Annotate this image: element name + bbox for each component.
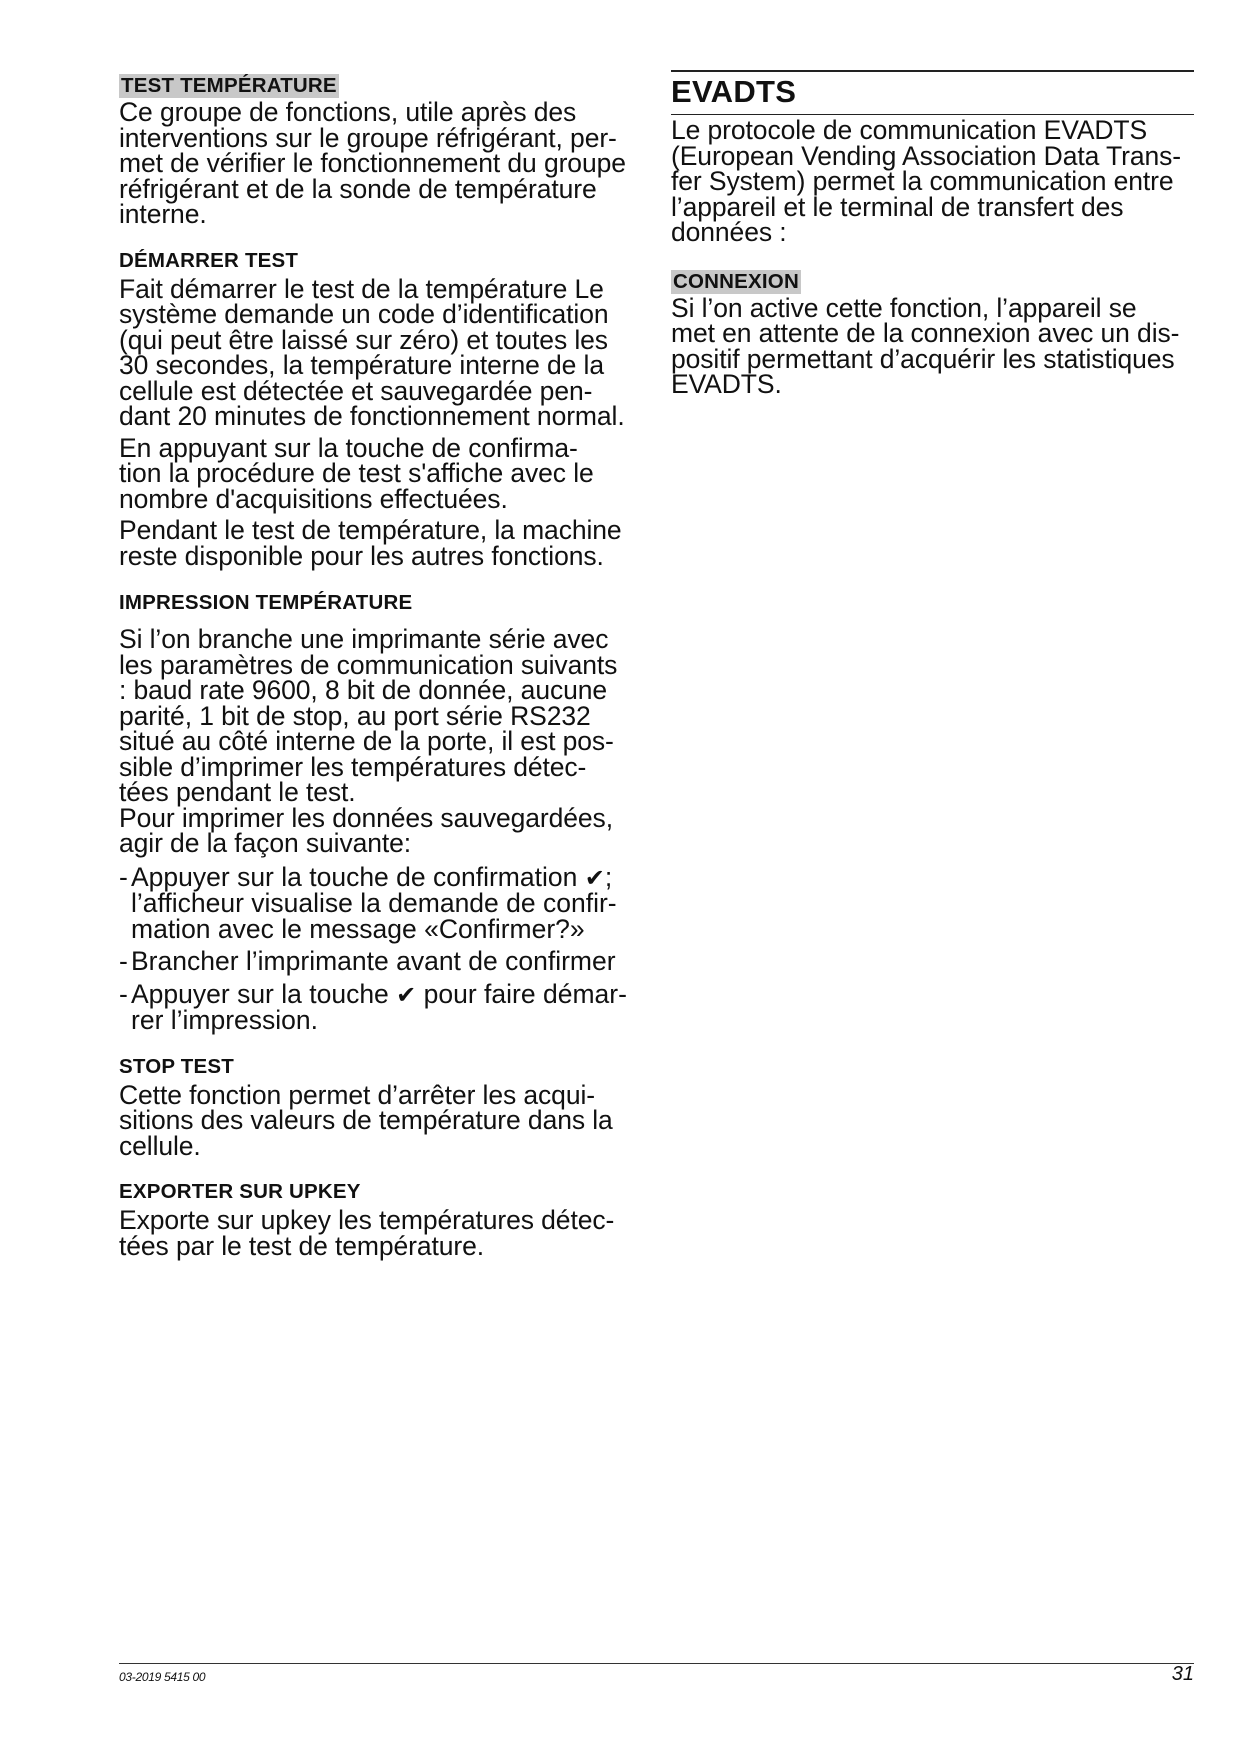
checkmark-icon: ✔ <box>396 980 417 1009</box>
section-demarrer-test <box>119 249 644 570</box>
section-heading-impression-temperature: IMPRESSION TEMPÉRATURE <box>119 591 413 614</box>
paragraph: Pour imprimer les données sauvegardées, agir de la façon suivante: <box>119 802 613 858</box>
section-heading-test-temperature: TEST TEMPÉRATURE <box>121 74 337 97</box>
paragraph: Ce groupe de fonctions, utile après des interventions sur le groupe réfrigérant, per- met de vérifier le fonctionnement du groupe réfrigérant et de la sonde de température interne. <box>119 97 626 229</box>
right-column <box>671 115 1194 399</box>
section-stop-test <box>119 1055 644 1160</box>
section-test-temperature <box>119 74 644 228</box>
section-connexion <box>671 270 1194 398</box>
list-item: - Appuyer sur la touche de confirmation ✔; l’afficheur visualise la demande de confir- mation avec le message «Confirmer?» <box>119 861 617 944</box>
document-reference: 03-2019 5415 00 <box>119 1670 206 1684</box>
paragraph: Le protocole de communication EVADTS (European Vending Association Data Trans- fer System) permet la communication entre l’appareil et le terminal de transfert des données : <box>671 115 1182 247</box>
paragraph: Fait démarrer le test de la température Le système demande un code d’identification (qui peut être laissé sur zéro) et toutes les 30 secondes, la température interne de la cellule est détectée et sauvegardée pen- dant 20 minutes de fonctionnement normal. <box>119 273 625 431</box>
paragraph: Exporte sur upkey les températures détec- tées par le test de température. <box>119 1205 615 1261</box>
section-exporter-upkey <box>119 1180 644 1259</box>
left-column <box>119 70 644 1259</box>
section-heading-connexion: CONNEXION <box>673 269 799 293</box>
footer-rule <box>119 1663 1194 1664</box>
section-heading-demarrer-test: DÉMARRER TEST <box>119 248 299 272</box>
checkmark-icon: ✔ <box>584 863 605 892</box>
paragraph: Pendant le test de température, la machine reste disponible pour les autres fonctions. <box>119 515 622 571</box>
page-number: 31 <box>1171 1663 1194 1685</box>
section-impression-temperature <box>119 591 644 1034</box>
bullet-dash: - <box>119 946 128 976</box>
title-top-rule <box>671 70 1194 72</box>
list-item: - Brancher l’imprimante avant de confirmer <box>119 946 616 976</box>
bullet-dash: - <box>119 861 128 892</box>
list-item: - Appuyer sur la touche ✔ pour faire démar- rer l’impression. <box>119 978 627 1035</box>
bullet-dash: - <box>119 978 128 1009</box>
section-heading-stop-test: STOP TEST <box>119 1054 234 1078</box>
paragraph: En appuyant sur la touche de confirma- tion la procédure de test s'affiche avec le nombre d'acquisitions effectuées. <box>119 432 594 514</box>
section-heading-exporter-upkey: EXPORTER SUR UPKEY <box>119 1180 361 1203</box>
paragraph: Si l’on active cette fonction, l’appareil se met en attente de la connexion avec un dis- positif permettant d’acquérir les statistiques EVADTS. <box>671 292 1180 399</box>
page-title: EVADTS <box>671 74 797 109</box>
paragraph: Cette fonction permet d’arrêter les acqui- sitions des valeurs de température dans la cellule. <box>119 1079 613 1161</box>
paragraph: Si l’on branche une imprimante série avec les paramètres de communication suivants : baud rate 9600, 8 bit de donnée, aucune parité, 1 bit de stop, au port série RS232 situé au côté interne de la porte, il est pos- sible d’imprimer les températures détec- tées pendant le test. <box>119 624 618 807</box>
